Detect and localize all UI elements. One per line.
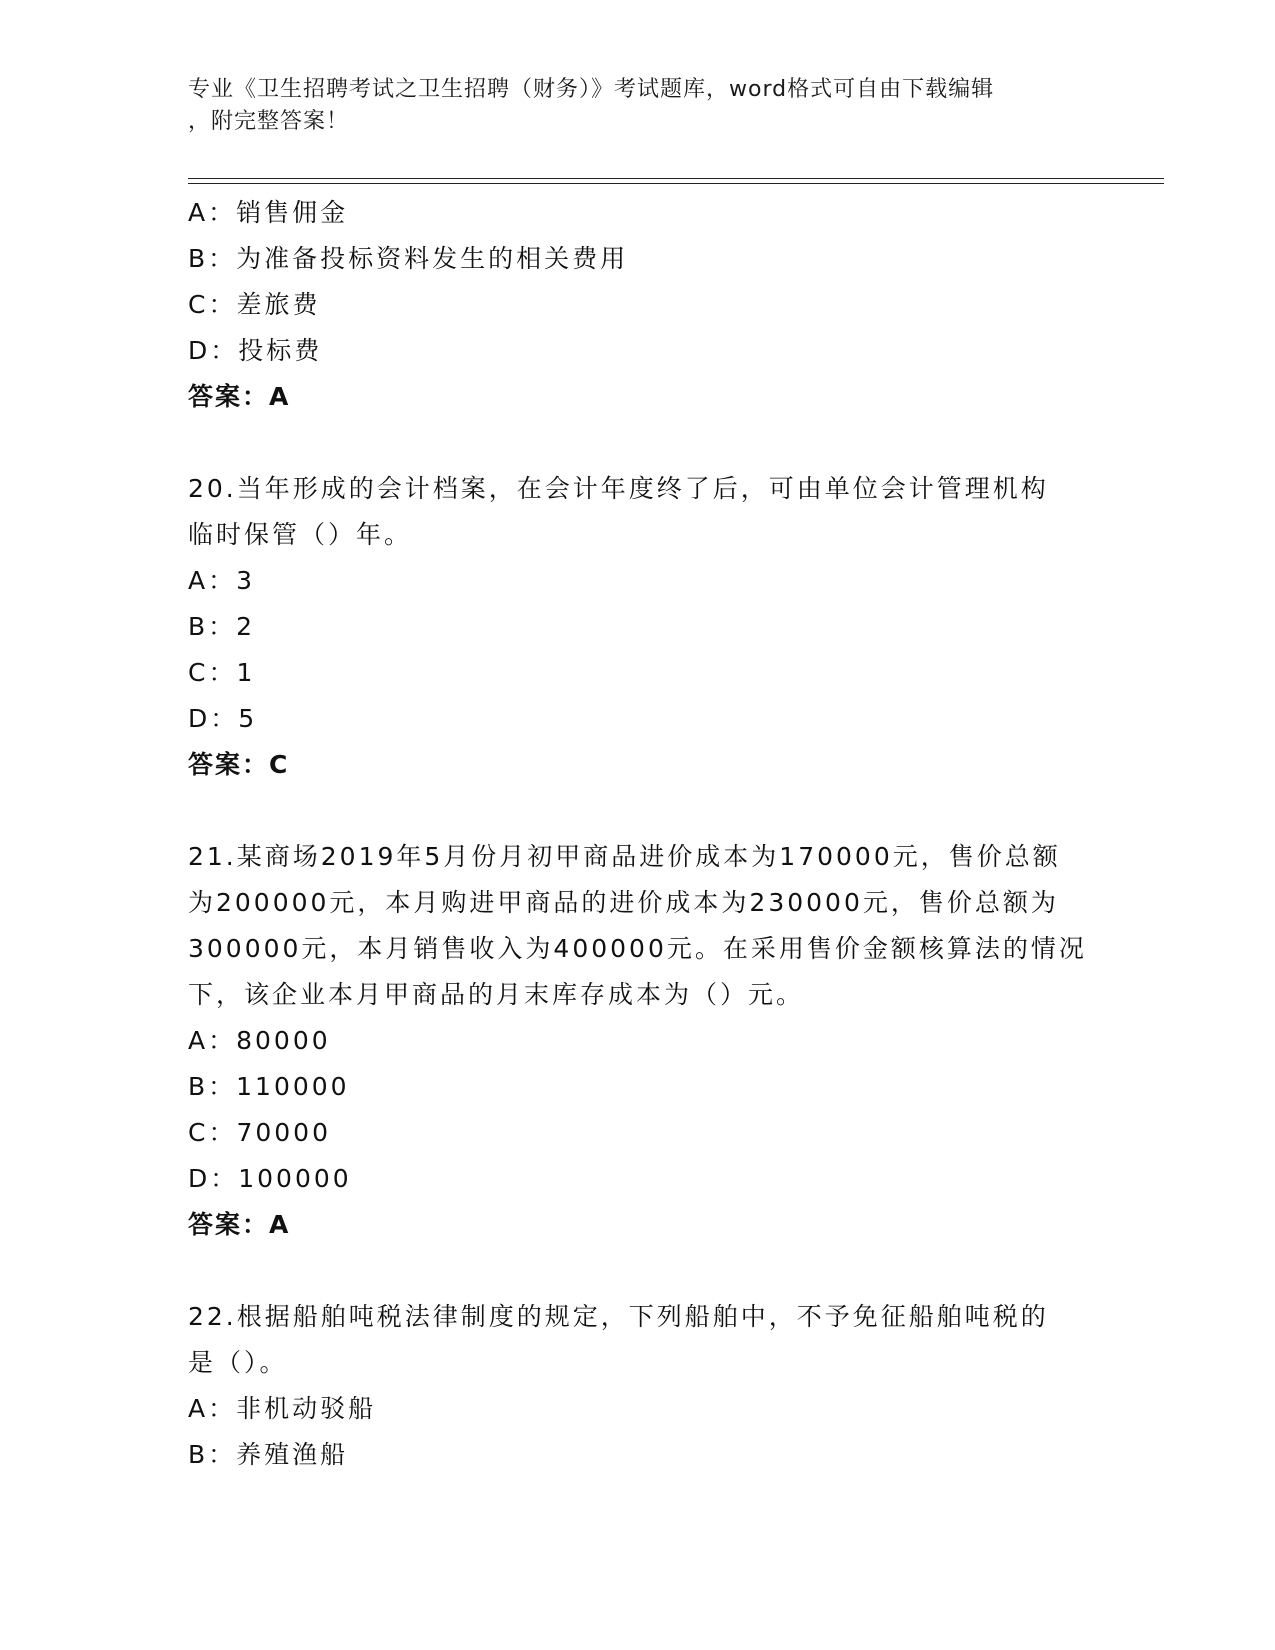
answer: 答案：A [188, 1210, 291, 1239]
question-stem: 20.当年形成的会计档案，在会计年度终了后，可由单位会计管理机构 [188, 474, 1049, 503]
question-stem: 是（）。 [188, 1348, 288, 1377]
option-b: B：为准备投标资料发生的相关费用 [188, 244, 629, 273]
question-stem: 300000元，本月销售收入为400000元。在采用售价金额核算法的情况 [188, 934, 1087, 963]
option-a: A：销售佣金 [188, 198, 349, 227]
option-a: A：非机动驳船 [188, 1394, 377, 1423]
prev-question [188, 190, 1088, 420]
option-c: C：70000 [188, 1118, 331, 1147]
option-d: D：5 [188, 704, 258, 733]
question-stem: 22.根据船舶吨税法律制度的规定，下列船舶中，不予免征船舶吨税的 [188, 1302, 1049, 1331]
question-stem: 为200000元，本月购进甲商品的进价成本为230000元，售价总额为 [188, 888, 1059, 917]
spacer [188, 788, 1088, 834]
question-stem: 下，该企业本月甲商品的月末库存成本为（）元。 [188, 980, 805, 1009]
option-a: A：3 [188, 566, 256, 595]
option-b: B：2 [188, 612, 256, 641]
question-20 [188, 466, 1088, 788]
question-21 [188, 834, 1088, 1248]
option-d: D：投标费 [188, 336, 323, 365]
option-b: B：110000 [188, 1072, 350, 1101]
option-a: A：80000 [188, 1026, 331, 1055]
header-line-2: ，附完整答案！ [188, 109, 350, 134]
option-c: C：差旅费 [188, 290, 321, 319]
option-d: D：100000 [188, 1164, 352, 1193]
question-22 [188, 1294, 1088, 1478]
document-header [188, 74, 1088, 138]
answer: 答案：A [188, 382, 291, 411]
spacer [188, 420, 1088, 466]
question-stem: 21.某商场2019年5月份月初甲商品进价成本为170000元，售价总额 [188, 842, 1061, 871]
question-content [188, 190, 1088, 1478]
answer: 答案：C [188, 750, 290, 779]
header-rule-bottom [188, 183, 1164, 184]
option-c: C：1 [188, 658, 256, 687]
header-line-1: 专业《卫生招聘考试之卫生招聘（财务）》考试题库，word格式可自由下载编辑 [188, 77, 995, 102]
spacer [188, 1248, 1088, 1294]
question-stem: 临时保管（）年。 [188, 520, 413, 549]
option-b: B：养殖渔船 [188, 1440, 349, 1469]
header-rule-top [188, 178, 1164, 179]
